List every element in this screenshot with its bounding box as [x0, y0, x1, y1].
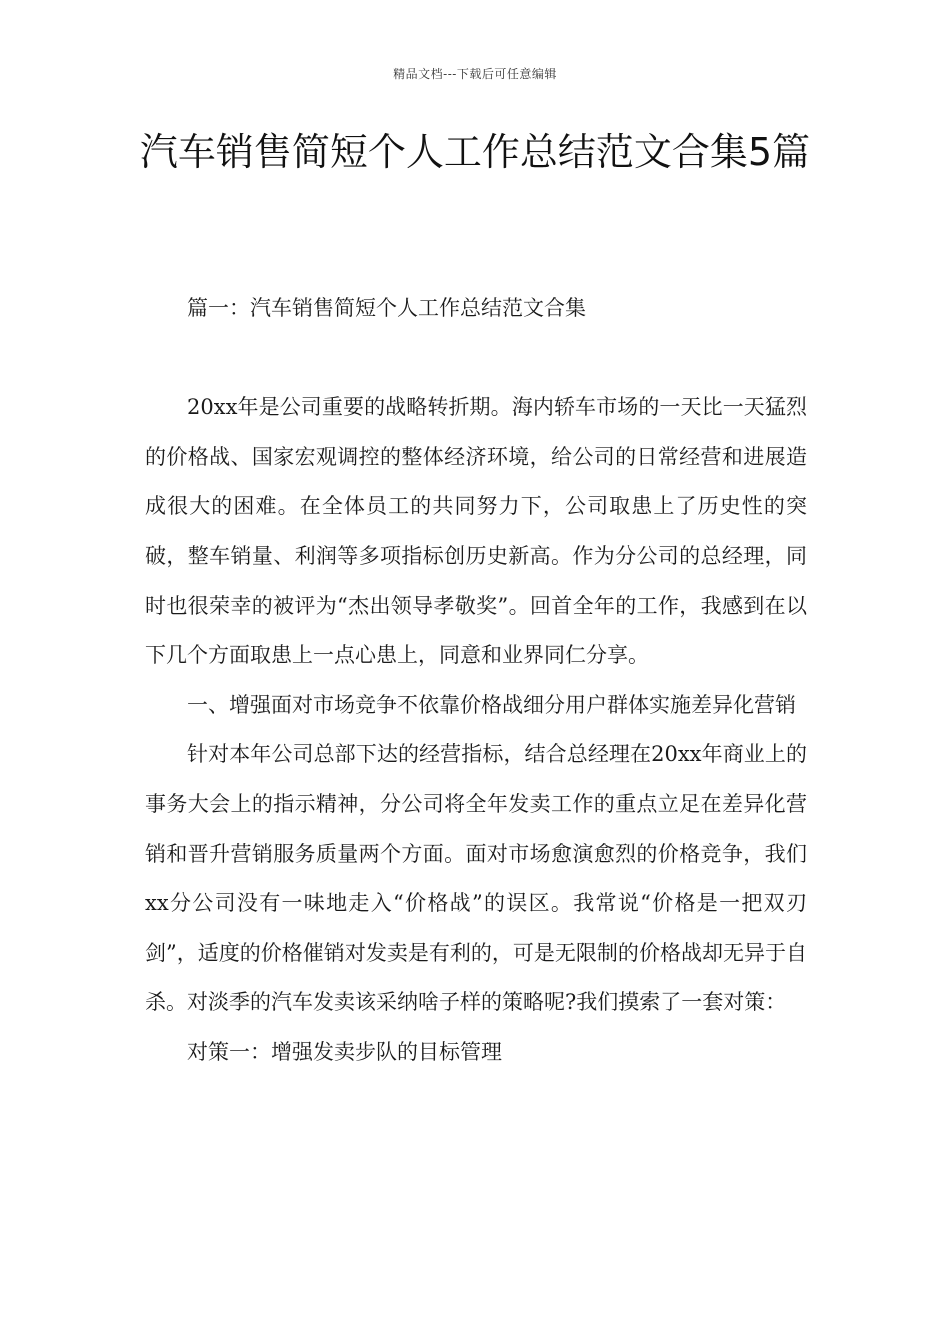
body-paragraph: 20xx年是公司重要的战略转折期。海内轿车市场的一天比一天猛烈的价格战、国家宏观调控的整体经济环境，给公司的日常经营和进展造成很大的困难。在全体员工的共同努力下，公司取患上了历史性的突破，整车销量、利润等多项指标创历史新高。作为分公司的总经理，同时也很荣幸的被评为“杰出领导孝敬奖”。回首全年的工作，我感到在以下几个方面取患上一点心患上，同意和业界同仁分享。 [145, 395, 807, 668]
body-paragraph: 对策一：增强发卖步队的目标管理 [187, 1039, 502, 1064]
section-heading: 篇一：汽车销售简短个人工作总结范文合集 [187, 296, 586, 320]
header-note: 精品文档---下载后可任意编辑 [393, 67, 557, 81]
document-body [145, 284, 807, 1078]
document-title: 汽车销售简短个人工作总结范文合集5篇 [139, 130, 811, 174]
body-paragraph: 针对本年公司总部下达的经营指标，结合总经理在20xx年商业上的事务大会上的指示精神，分公司将全年发卖工作的重点立足在差异化营销和晋升营销服务质量两个方面。面对市场愈演愈烈的价格竞争，我们xx分公司没有一味地走入“价格战”的误区。我常说“价格是一把双刃剑”，适度的价格催销对发卖是有利的，可是无限制的价格战却无异于自杀。对淡季的汽车发卖该采纳啥子样的策略呢?我们摸索了一套对策： [145, 742, 807, 1015]
body-paragraph: 一、增强面对市场竞争不依靠价格战细分用户群体实施差异化营销 [187, 692, 796, 717]
